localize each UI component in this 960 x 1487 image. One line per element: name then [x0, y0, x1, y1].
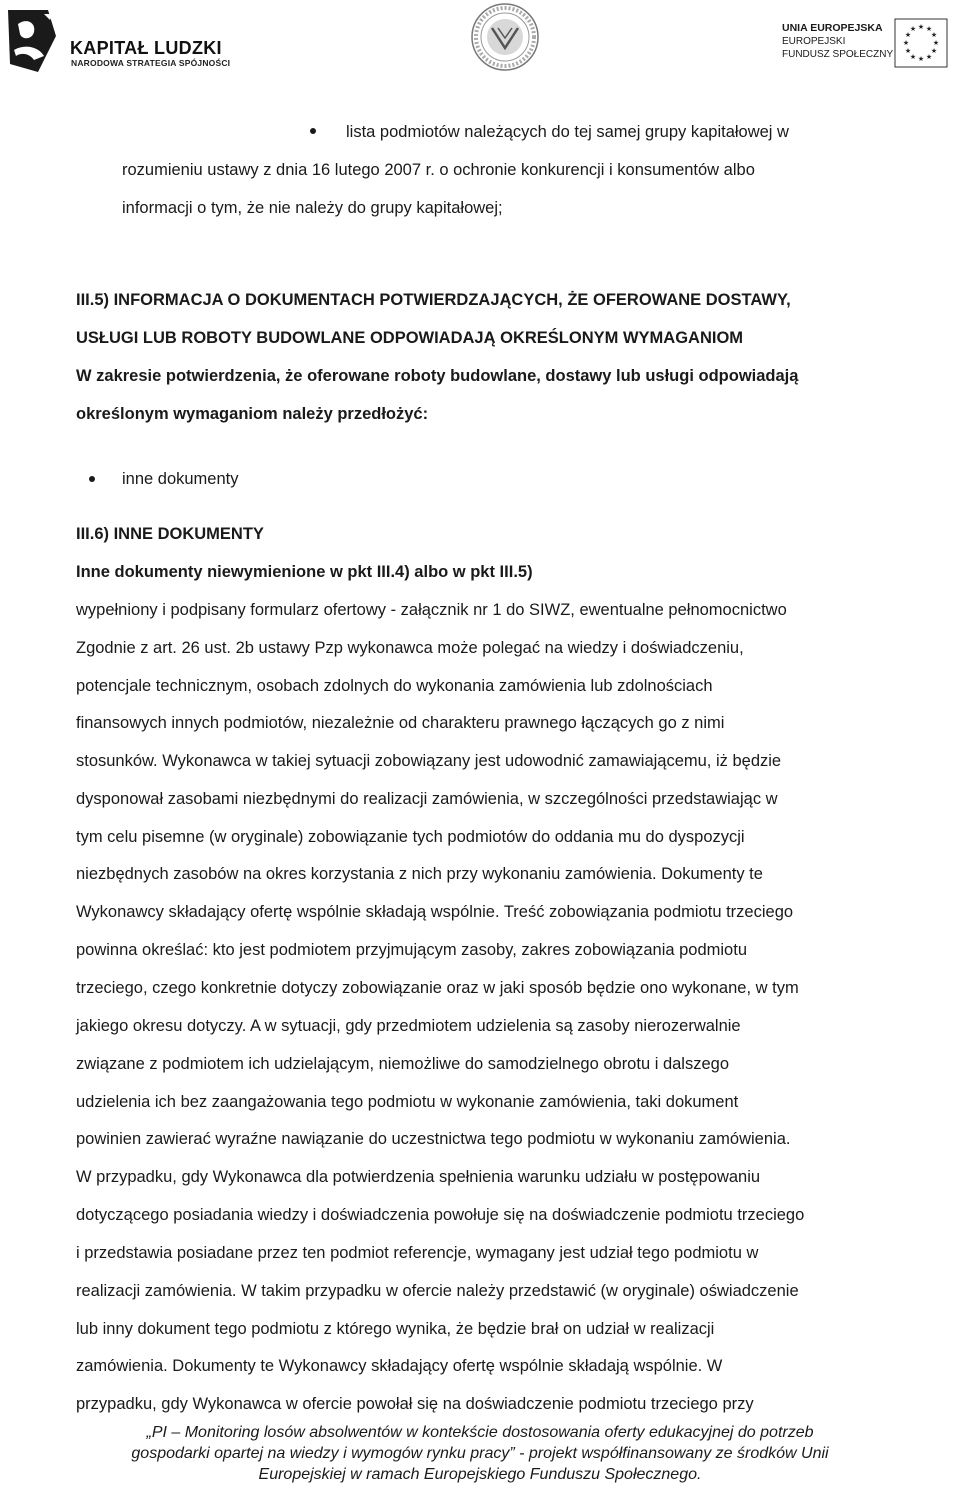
svg-text:★: ★ — [904, 47, 912, 55]
section5-heading-line1: III.5) INFORMACJA O DOKUMENTACH POTWIERDZAJĄCYCH, ŻE OFEROWANE DOSTAWY, — [76, 291, 791, 309]
body-line: dotyczącego posiadania wiedzy i doświadczenia powołuje się na doświadczenie podmiotu trzeciego — [76, 1206, 805, 1224]
body-line: Zgodnie z art. 26 ust. 2b ustawy Pzp wykonawca może polegać na wiedzy i doświadczeniu, — [76, 639, 744, 657]
body-line: realizacji zamówienia. W takim przypadku w ofercie należy przedstawić (w oryginale) oświadczenie — [76, 1282, 799, 1300]
footer-line3: Europejskiej w ramach Europejskiego Funduszu Społecznego. — [258, 1466, 702, 1483]
kapital-ludzki-title: KAPITAŁ LUDZKI — [70, 38, 222, 58]
section6-subheading: Inne dokumenty niewymienione w pkt III.4) albo w pkt III.5) — [76, 563, 533, 581]
eu-flag-icon — [894, 18, 948, 68]
body-line: tym celu pisemne (w oryginale) zobowiązanie tych podmiotów do oddania mu do dyspozycji — [76, 828, 745, 846]
body-line: jakiego okresu dotyczy. A w sytuacji, gdy przedmiotem udzielenia są zasoby nierozerwalnie — [76, 1017, 741, 1035]
body-line: finansowych innych podmiotów, niezależnie od charakteru prawnego łączących go z nimi — [76, 714, 725, 732]
svg-text:★: ★ — [909, 25, 917, 33]
kapital-ludzki-logo — [4, 6, 234, 76]
section5-bullet-text: inne dokumenty — [122, 470, 239, 488]
bullet-marker — [310, 128, 316, 134]
svg-text:★: ★ — [917, 55, 925, 63]
body-line: lub inny dokument tego podmiotu z którego wynika, że będzie brał on udział w realizacji — [76, 1320, 715, 1338]
bullet1-line1: lista podmiotów należących do tej samej grupy kapitałowej w — [346, 123, 789, 141]
section5-heading-line2: USŁUGI LUB ROBOTY BUDOWLANE ODPOWIADAJĄ OKREŚLONYM WYMAGANIOM — [76, 329, 744, 347]
body-line: wypełniony i podpisany formularz ofertowy - załącznik nr 1 do SIWZ, ewentualne pełnomocnictwo — [76, 601, 787, 619]
body-line: i przedstawia posiadane przez ten podmiot referencje, wymagany jest udział tego podmiotu w — [76, 1244, 759, 1262]
section5-subheading-line2: określonym wymaganiom należy przedłożyć: — [76, 405, 429, 423]
kapital-ludzki-subtitle: NARODOWA STRATEGIA SPÓJNOŚCI — [71, 58, 231, 68]
section5-subheading-line1: W zakresie potwierdzenia, że oferowane roboty budowlane, dostawy lub usługi odpowiadają — [76, 367, 799, 385]
bullet1-line3: informacji o tym, że nie należy do grupy kapitałowej; — [122, 199, 503, 217]
svg-text:★: ★ — [917, 23, 925, 31]
body-line: niezbędnych zasobów na okres korzystania z nich przy wykonaniu zamówienia. Dokumenty te — [76, 865, 763, 883]
body-line: powinien zawierać wyraźne nawiązanie do uczestnictwa tego podmiotu w wykonaniu zamówienia. — [76, 1130, 791, 1148]
svg-text:★: ★ — [904, 31, 912, 39]
footer-line2: gospodarki opartej na wiedzy i wymogów rynku pracy” - projekt współfinansowany ze środków Unii — [131, 1445, 829, 1462]
body-line: potencjale technicznym, osobach zdolnych do wykonania zamówienia lub zdolnościach — [76, 677, 713, 695]
unia-europejska-logo — [782, 18, 952, 68]
svg-text:★: ★ — [932, 39, 940, 47]
svg-text:★: ★ — [902, 39, 910, 47]
body-line: stosunków. Wykonawca w takiej sytuacji zobowiązany jest udowodnić zamawiającemu, iż będzie — [76, 752, 782, 770]
footer-line1: „PI – Monitoring losów absolwentów w kontekście dostosowania oferty edukacyjnej do potrzeb — [146, 1424, 814, 1441]
ue-subtitle-2: FUNDUSZ SPOŁECZNY — [782, 49, 894, 60]
body-line: trzeciego, czego konkretnie dotyczy zobowiązanie oraz w jaki sposób będzie ono wykonane, w tym — [76, 979, 799, 997]
body-line: zamówienia. Dokumenty te Wykonawcy składający ofertę wspólnie składają wspólnie. W — [76, 1357, 723, 1375]
body-line: powinna określać: kto jest podmiotem przyjmującym zasoby, zakres zobowiązania podmiotu — [76, 941, 747, 959]
bullet-marker — [89, 476, 95, 482]
ue-subtitle-1: EUROPEJSKI — [782, 36, 846, 47]
section6-heading: III.6) INNE DOKUMENTY — [76, 525, 264, 543]
kapital-ludzki-emblem-icon — [4, 6, 60, 76]
svg-text:★: ★ — [930, 31, 938, 39]
body-line: Wykonawcy składający ofertę wspólnie składają wspólnie. Treść zobowiązania podmiotu trzeciego — [76, 903, 794, 921]
bullet1-line2: rozumieniu ustawy z dnia 16 lutego 2007 r. o ochronie konkurencji i konsumentów albo — [122, 161, 755, 179]
svg-text:★: ★ — [909, 53, 917, 61]
svg-text:★: ★ — [930, 47, 938, 55]
svg-text:★: ★ — [925, 25, 933, 33]
body-line: związane z podmiotem ich udzielającym, niemożliwe do samodzielnego obrotu i dalszego — [76, 1055, 730, 1073]
page-header — [0, 0, 960, 80]
body-line: W przypadku, gdy Wykonawca dla potwierdzenia spełnienia warunku udziału w postępowaniu — [76, 1168, 761, 1186]
body-line: dysponował zasobami niezbędnymi do realizacji zamówienia, w szczególności przedstawiając w — [76, 790, 778, 808]
svg-text:★: ★ — [925, 53, 933, 61]
body-line: udzielenia ich bez zaangażowania tego podmiotu w wykonanie zamówienia, taki dokument — [76, 1093, 739, 1111]
university-seal-icon — [470, 2, 540, 72]
ue-title: UNIA EUROPEJSKA — [782, 22, 883, 34]
body-line: przypadku, gdy Wykonawca w ofercie powołał się na doświadczenie podmiotu trzeciego przy — [76, 1395, 754, 1413]
